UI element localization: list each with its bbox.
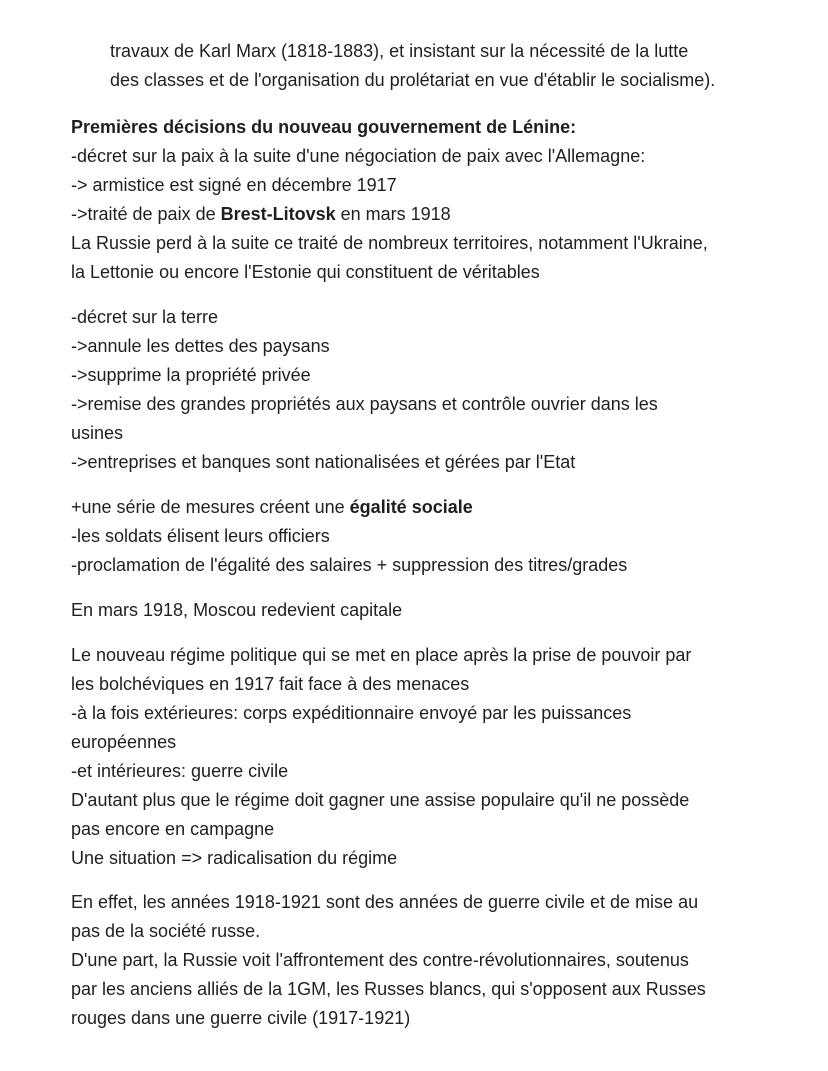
intro-paragraph: [71, 37, 771, 95]
regime-line-2: les bolchéviques en 1917 fait face à des menaces: [71, 674, 470, 694]
civil-war-line-4: par les anciens alliés de la 1GM, les Russes blancs, qui s'opposent aux Russes: [71, 979, 706, 999]
capital-line: En mars 1918, Moscou redevient capitale: [71, 600, 403, 620]
decisions-section: [71, 113, 771, 287]
land-decree-section: [71, 303, 771, 477]
treaty-line: [71, 200, 771, 229]
civil-war-line-2: pas de la société russe.: [71, 921, 261, 941]
regime-line-5: -et intérieures: guerre civile: [71, 761, 289, 781]
land-item-3-line-2: usines: [71, 423, 124, 443]
equality-item-2: -proclamation de l'égalité des salaires + suppression des titres/grades: [71, 555, 628, 575]
civil-war-line-3: D'une part, la Russie voit l'affrontement des contre-révolutionnaires, soutenus: [71, 950, 689, 970]
treaty-suffix: en mars 1918: [335, 204, 451, 224]
regime-line-1: Le nouveau régime politique qui se met en place après la prise de pouvoir par: [71, 645, 692, 665]
civil-war-section: [71, 888, 771, 1033]
regime-line-7: pas encore en campagne: [71, 819, 275, 839]
land-item-2: ->supprime la propriété privée: [71, 365, 311, 385]
equality-item-1: -les soldats élisent leurs officiers: [71, 526, 330, 546]
land-decree-line: -décret sur la terre: [71, 307, 219, 327]
regime-line-3: -à la fois extérieures: corps expéditionnaire envoyé par les puissances: [71, 703, 632, 723]
armistice-line: -> armistice est signé en décembre 1917: [71, 175, 397, 195]
territory-loss-line-1: La Russie perd à la suite ce traité de nombreux territoires, notamment l'Ukraine,: [71, 233, 708, 253]
land-item-1: ->annule les dettes des paysans: [71, 336, 330, 356]
regime-line-8: Une situation => radicalisation du régime: [71, 848, 398, 868]
land-item-4: ->entreprises et banques sont nationalisées et gérées par l'Etat: [71, 452, 576, 472]
capital-paragraph: [71, 596, 771, 625]
regime-section: [71, 641, 771, 873]
civil-war-line-5: rouges dans une guerre civile (1917-1921): [71, 1008, 411, 1028]
equality-intro-bold: égalité sociale: [349, 497, 473, 517]
equality-section: [71, 493, 771, 580]
equality-intro-prefix: +une série de mesures créent une: [71, 497, 350, 517]
treaty-prefix: ->traité de paix de: [71, 204, 221, 224]
intro-line-2: des classes et de l'organisation du prolétariat en vue d'établir le socialisme).: [110, 70, 716, 90]
decisions-heading: Premières décisions du nouveau gouvernement de Lénine:: [71, 117, 577, 137]
peace-decree-line: -décret sur la paix à la suite d'une négociation de paix avec l'Allemagne:: [71, 146, 646, 166]
intro-line-1: travaux de Karl Marx (1818-1883), et insistant sur la nécessité de la lutte: [110, 41, 689, 61]
regime-line-4: européennes: [71, 732, 177, 752]
civil-war-line-1: En effet, les années 1918-1921 sont des années de guerre civile et de mise au: [71, 892, 699, 912]
regime-line-6: D'autant plus que le régime doit gagner une assise populaire qu'il ne possède: [71, 790, 690, 810]
equality-intro: [71, 493, 771, 522]
treaty-place: Brest-Litovsk: [220, 204, 336, 224]
land-item-3-line-1: ->remise des grandes propriétés aux paysans et contrôle ouvrier dans les: [71, 394, 658, 414]
territory-loss-line-2: la Lettonie ou encore l'Estonie qui constituent de véritables: [71, 262, 540, 282]
